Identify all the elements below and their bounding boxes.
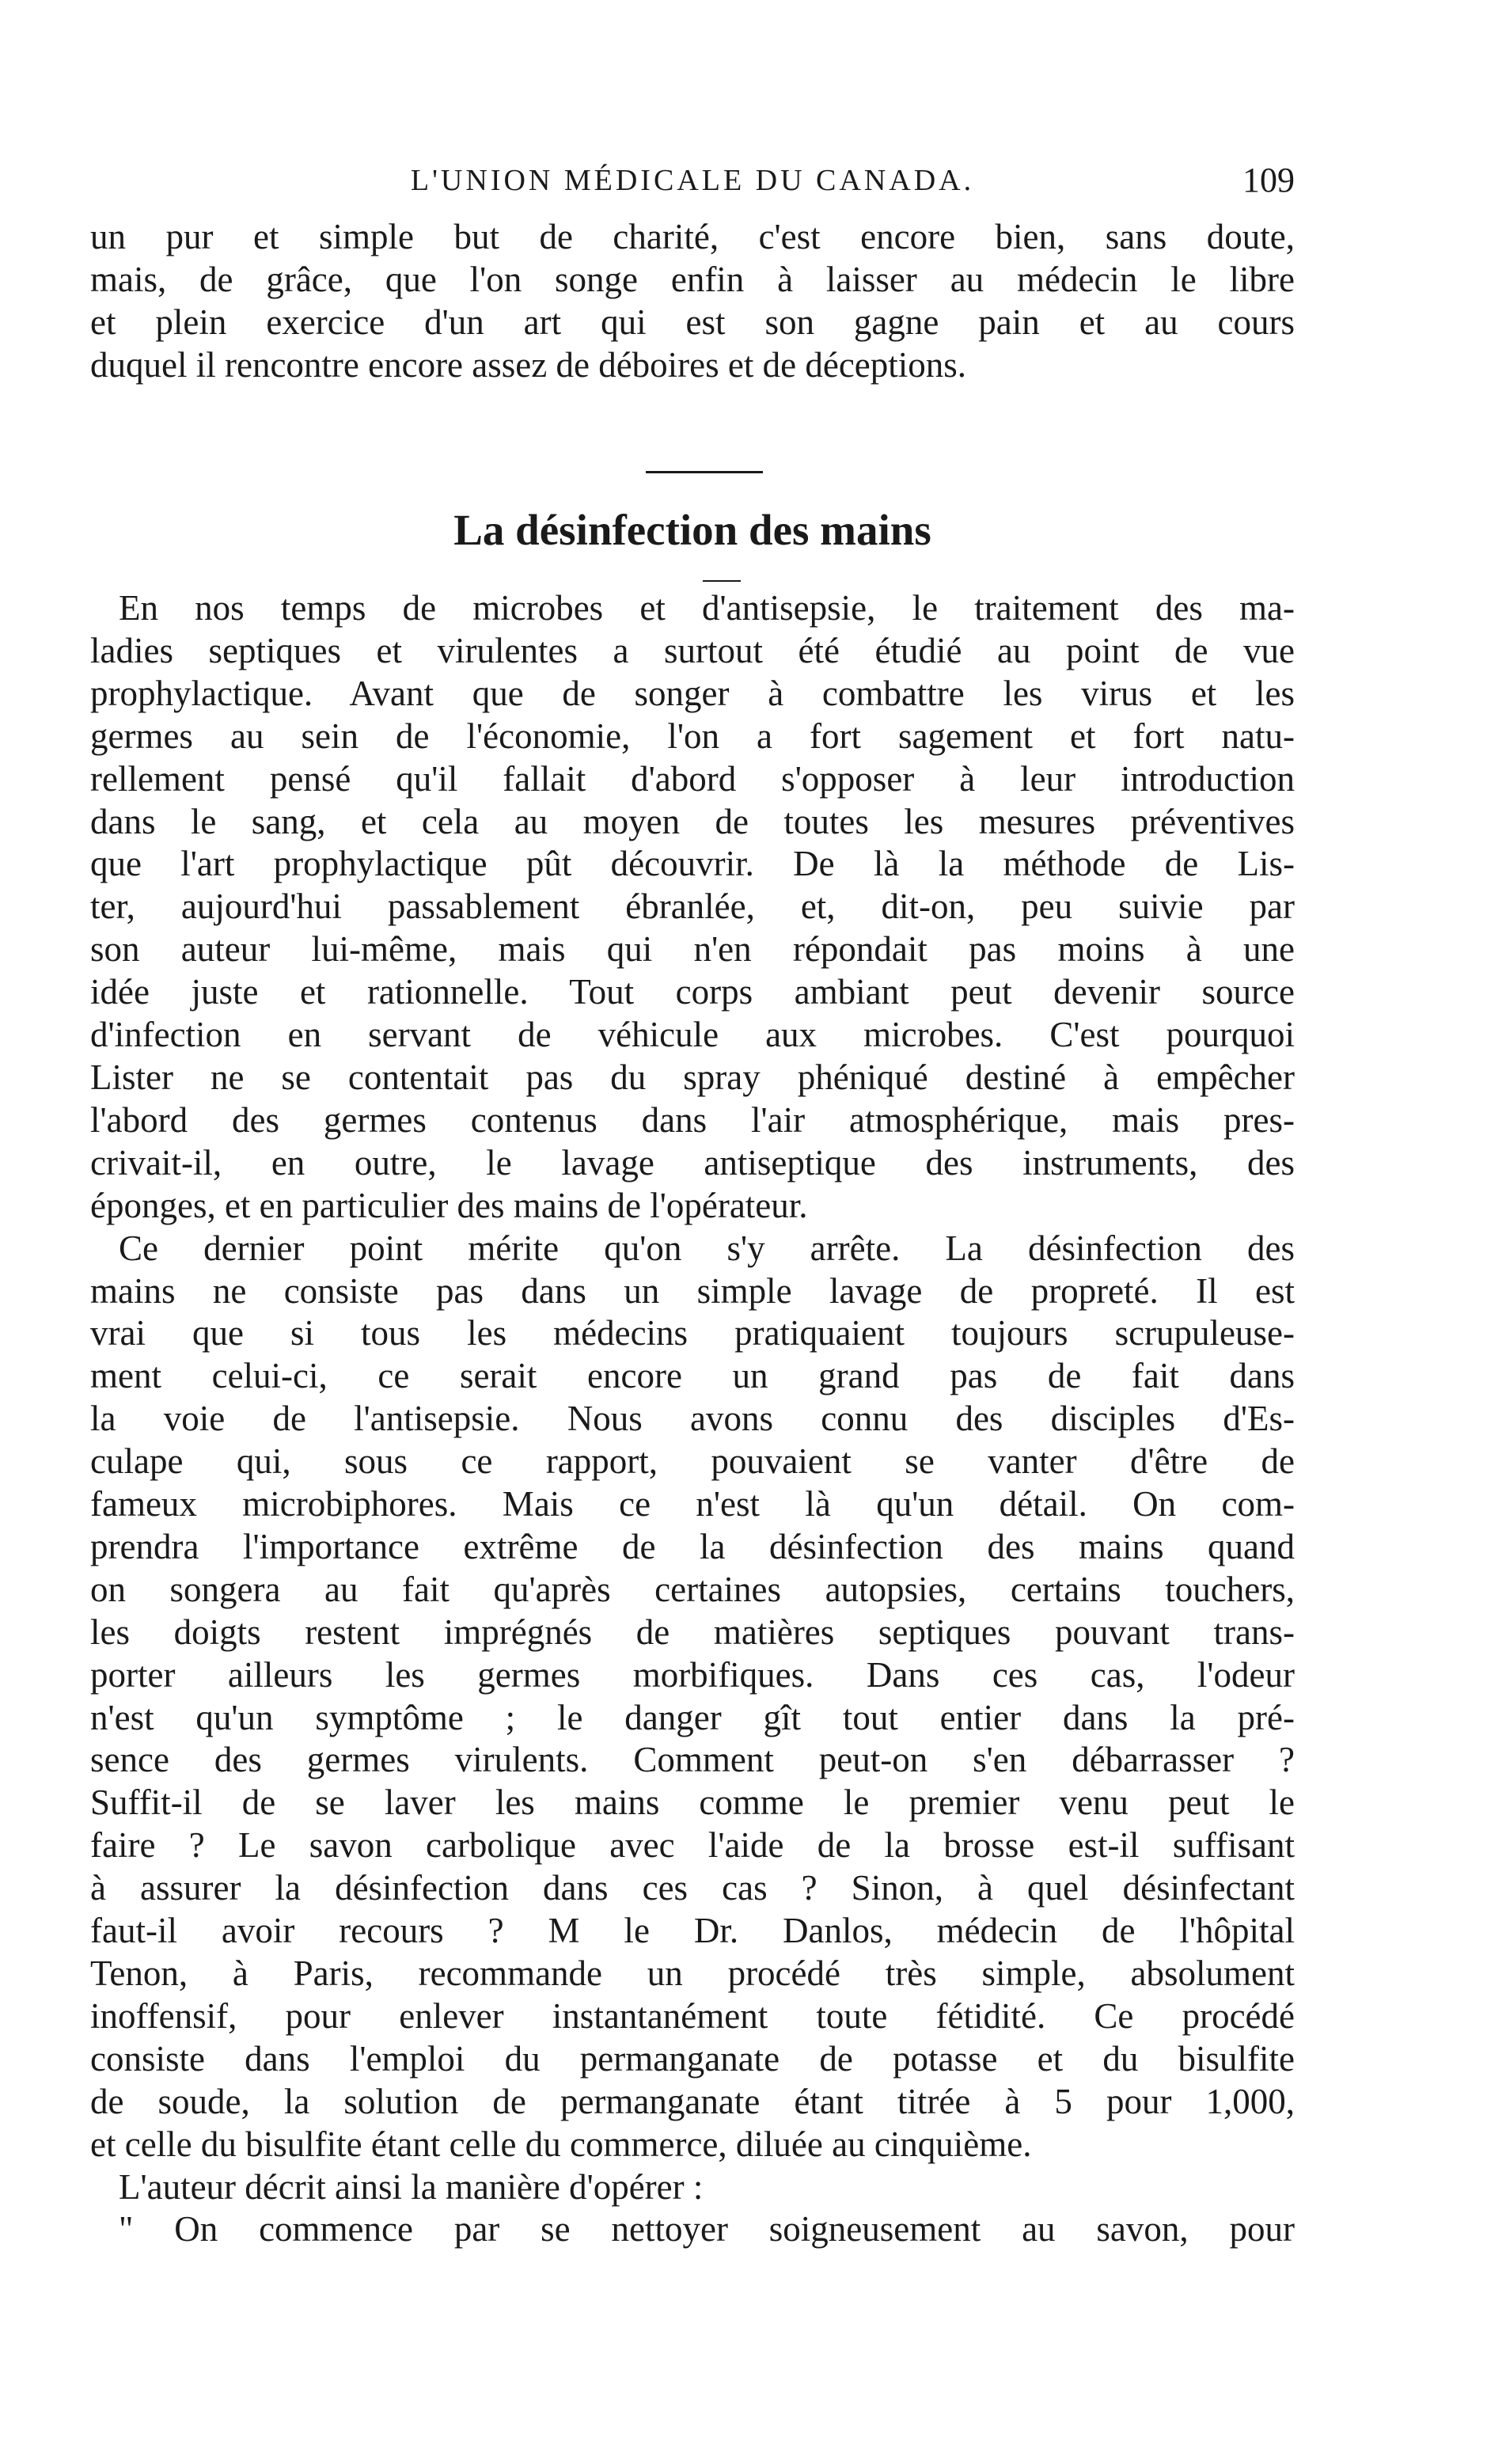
text-line: vrai que si tous les médecins pratiquaient toujours scrupuleuse- [90,1313,1295,1353]
text-line: porter ailleurs les germes morbifiques. Dans ces cas, l'odeur [90,1654,1295,1695]
text-line: culape qui, sous ce rapport, pouvaient se vanter d'être de [90,1441,1295,1482]
text-line: En nos temps de microbes et d'antisepsie, le traitement des ma- [119,588,1295,628]
text-line: son auteur lui-même, mais qui n'en répondait pas moins à une [90,929,1295,970]
text-line: mais, de grâce, que l'on songe enfin à laisser au médecin le libre [90,259,1295,299]
text-line: de soude, la solution de permanganate étant titrée à 5 pour 1,000, [90,2081,1295,2121]
text-line: crivait-il, en outre, le lavage antiseptique des instruments, des [90,1142,1295,1183]
text-line: Suffit-il de se laver les mains comme le premier venu peut le [90,1783,1295,1823]
text-line: faut-il avoir recours ? M le Dr. Danlos, médecin de l'hôpital [90,1911,1295,1951]
text-line: fameux microbiphores. Mais ce n'est là qu'un détail. On com- [90,1484,1295,1524]
page-number: 109 [1242,161,1295,199]
text-line: ter, aujourd'hui passablement ébranlée, et, dit-on, peu suivie par [90,887,1295,927]
running-head: L'UNION MÉDICALE DU CANADA. [410,164,975,197]
text-line: et celle du bisulfite étant celle du commerce, diluée au cinquième. [90,2124,1032,2164]
continuation-paragraph [90,216,1295,387]
text-line: la voie de l'antisepsie. Nous avons connu des disciples d'Es- [90,1399,1295,1439]
text-line: que l'art prophylactique pût découvrir. De là la méthode de Lis- [90,844,1295,884]
text-line: germes au sein de l'économie, l'on a fort sagement et fort natu- [90,716,1295,756]
section-divider-bottom [703,580,741,582]
text-line: à assurer la désinfection dans ces cas ? Sinon, à quel désinfectant [90,1868,1295,1908]
text-line: faire ? Le savon carbolique avec l'aide de la brosse est-il suffisant [90,1825,1295,1866]
text-line: inoffensif, pour enlever instantanément toute fétidité. Ce procédé [90,1995,1295,2036]
text-line: sence des germes virulents. Comment peut-on s'en débarrasser ? [90,1740,1295,1780]
text-line: l'abord des germes contenus dans l'air atmosphérique, mais pres- [90,1099,1295,1140]
text-line: prophylactique. Avant que de songer à combattre les virus et les [90,673,1295,713]
text-line: ladies septiques et virulentes a surtout été étudié au point de vue [90,630,1295,670]
text-line: Ce dernier point mérite qu'on s'y arrête. La désinfection des [119,1228,1295,1268]
text-line: duquel il rencontre encore assez de déboires et de déceptions. [90,344,967,385]
section-title: La désinfection des mains [453,506,931,554]
text-line: rellement pensé qu'il fallait d'abord s'opposer à leur introduction [90,758,1295,799]
text-line: L'auteur décrit ainsi la manière d'opérer : [119,2166,704,2207]
text-line: un pur et simple but de charité, c'est encore bien, sans doute, [90,217,1295,256]
text-line: consiste dans l'emploi du permanganate de potasse et du bisulfite [90,2038,1295,2079]
section-divider-top [646,471,763,473]
text-line: dans le sang, et cela au moyen de toutes les mesures préventives [90,801,1295,841]
page-header [90,157,1295,204]
text-line: idée juste et rationnelle. Tout corps ambiant peut devenir source [90,972,1295,1012]
text-line: on songera au fait qu'après certaines autopsies, certains touchers, [90,1569,1295,1609]
text-line: éponges, et en particulier des mains de l'opérateur. [90,1185,808,1225]
text-line: n'est qu'un symptôme ; le danger gît tout entier dans la pré- [90,1697,1295,1737]
text-line: mains ne consiste pas dans un simple lavage de propreté. Il est [90,1270,1295,1311]
text-line: prendra l'importance extrême de la désinfection des mains quand [90,1526,1295,1566]
text-line: Lister ne se contentait pas du spray phéniqué destiné à empêcher [90,1057,1295,1097]
text-line: d'infection en servant de véhicule aux microbes. C'est pourquoi [90,1015,1295,1055]
text-line: " On commence par se nettoyer soigneusement au savon, pour [119,2209,1295,2249]
text-line: Tenon, à Paris, recommande un procédé très simple, absolument [90,1953,1295,1993]
text-line: les doigts restent imprégnés de matières septiques pouvant trans- [90,1612,1295,1652]
article-body [90,587,1295,2251]
text-line: ment celui-ci, ce serait encore un grand pas de fait dans [90,1356,1295,1396]
text-line: et plein exercice d'un art qui est son gagne pain et au cours [90,302,1295,342]
